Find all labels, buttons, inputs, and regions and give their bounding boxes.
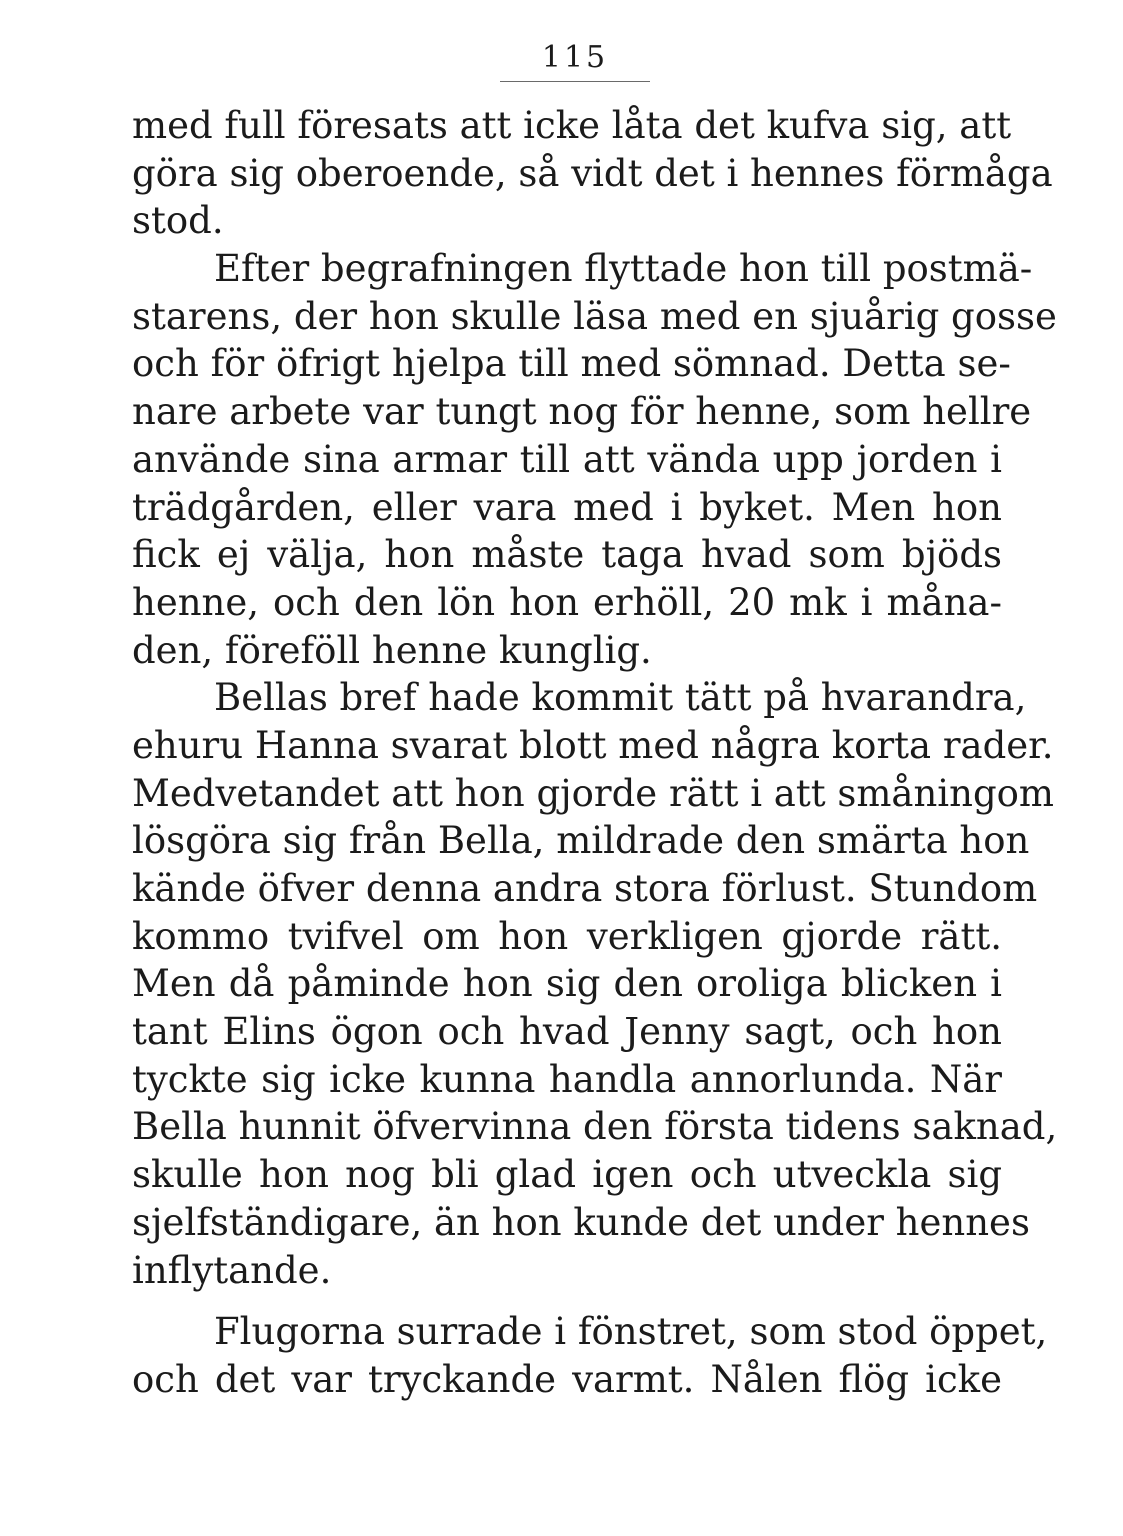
text-line: och det var tryckande varmt. Nålen flög icke: [132, 1357, 1002, 1401]
text-line: Efter begrafningen flyttade hon till postmä-: [214, 247, 1033, 291]
paragraph-2: [132, 245, 1057, 674]
text-line: tant Elins ögon och hvad Jenny sagt, och hon: [132, 1010, 1002, 1054]
text-line: göra sig oberoende, så vidt det i hennes förmåga: [132, 151, 1053, 195]
text-line: stod.: [132, 199, 224, 243]
paragraph-gap: [132, 1294, 1002, 1308]
text-line: tyckte sig icke kunna handla annorlunda. När: [132, 1057, 1002, 1101]
text-line: den, föreföll henne kunglig.: [132, 628, 652, 672]
paragraph-1: [132, 102, 1053, 245]
body-text: [132, 102, 1058, 1404]
text-line: sjelfständigare, än hon kunde det under hennes: [132, 1200, 1030, 1244]
page-number: 115: [541, 40, 609, 75]
text-line: henne, och den lön hon erhöll, 20 mk i måna-: [132, 580, 1002, 624]
text-line: ehuru Hanna svarat blott med några korta rader.: [132, 723, 1054, 767]
text-line: använde sina armar till att vända upp jorden i: [132, 437, 1002, 481]
text-line: trädgården, eller vara med i byket. Men hon: [132, 485, 1002, 529]
header-rule: [500, 81, 650, 82]
paragraph-4: [132, 1308, 1048, 1403]
text-line: Men då påminde hon sig den oroliga blicken i: [132, 962, 1002, 1006]
text-line: nare arbete var tungt nog för henne, som hellre: [132, 390, 1032, 434]
text-line: starens, der hon skulle läsa med en sjuårig gosse: [132, 294, 1057, 338]
text-line: Flugorna surrade i fönstret, som stod öppet,: [214, 1310, 1048, 1354]
text-line: kände öfver denna andra stora förlust. Stundom: [132, 867, 1038, 910]
text-line: Medvetandet att hon gjorde rätt i att småningom: [132, 771, 1055, 815]
text-line: Bellas bref hade kommit tätt på hvarandra,: [214, 676, 1027, 720]
paragraph-3: [132, 674, 1058, 1294]
text-line: lösgöra sig från Bella, mildrade den smärta hon: [132, 819, 1030, 863]
text-line: skulle hon nog bli glad igen och utveckla sig: [132, 1153, 1002, 1197]
text-line: fick ej välja, hon måste taga hvad som bjöds: [132, 533, 1002, 577]
text-line: och för öfrigt hjelpa till med sömnad. Detta se-: [132, 342, 1011, 386]
text-line: med full föresats att icke låta det kufva sig, att: [132, 104, 1012, 147]
text-line: kommo tvifvel om hon verkligen gjorde rätt.: [132, 914, 1002, 958]
text-line: inflytande.: [132, 1248, 332, 1292]
text-line: Bella hunnit öfvervinna den första tidens saknad,: [132, 1105, 1058, 1149]
